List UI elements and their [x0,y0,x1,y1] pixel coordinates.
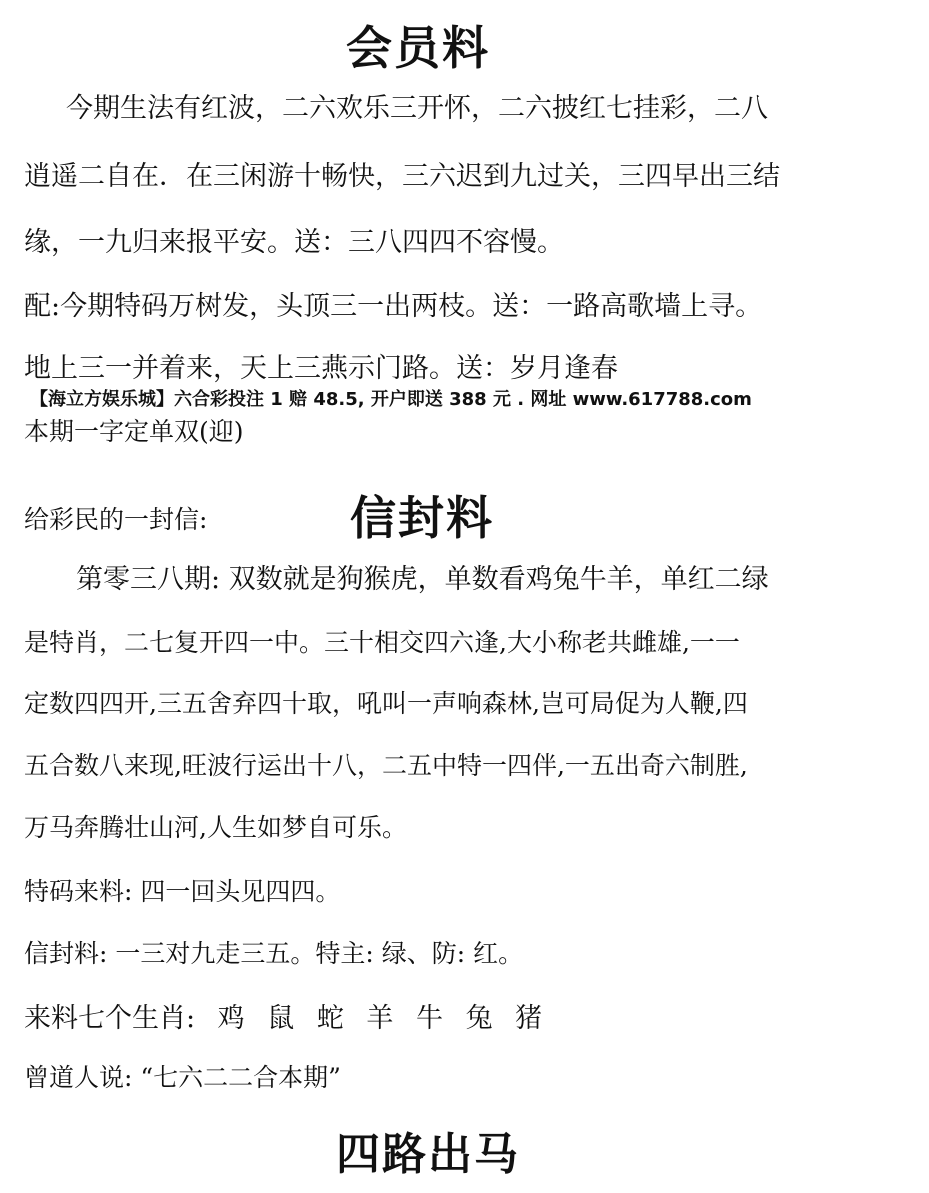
section1-line-3: 缘，一九归来报平安。送：三八四四不容慢。 [24,227,564,258]
special-code-line: 特码来料: 四一回头见四四。 [24,877,341,906]
section1-title: 会员料 [346,21,490,75]
section2-line-2: 是特肖，二七复开四一中。三十相交四六逢,大小称老共雌雄,一一 [24,628,740,657]
letter-intro: 给彩民的一封信: [24,505,208,534]
section1-line-5: 地上三一并着来，天上三燕示门路。送：岁月逢春 [24,353,618,384]
section2-line-3: 定数四四开,三五舍弃四十取，吼叫一声响森林,岂可局促为人鞭,四 [24,689,748,718]
section2-line-1: 第零三八期: 双数就是狗猴虎，单数看鸡兔牛羊，单红二绿 [76,564,769,595]
envelope-line: 信封料: 一三对九走三五。特主: 绿、防: 红。 [24,939,524,968]
section1-line-4: 配:今期特码万树发，头顶三一出两枝。送：一路高歌墙上寻。 [24,291,763,322]
section2-line-5: 万马奔腾壮山河,人生如梦自可乐。 [24,813,407,842]
ad-banner: 【海立方娱乐城】六合彩投注 1 赔 48.5, 开户即送 388 元 . 网址 www.617788.com [30,389,752,410]
section2-title: 信封料 [350,491,494,545]
zodiac-line: 来料七个生肖: 鸡 鼠 蛇 羊 牛 兔 猪 [24,1003,543,1034]
section1-line-2: 逍遥二自在．在三闲游十畅快，三六迟到九过关，三四早出三结 [24,161,780,192]
single-double-note: 本期一字定单双(迎) [24,417,244,446]
section3-title: 四路出马 [336,1129,520,1180]
section2-line-4: 五合数八来现,旺波行运出十八，二五中特一四伴,一五出奇六制胜, [24,751,748,780]
section1-line-1: 今期生法有红波，二六欢乐三开怀，二六披红七挂彩，二八 [66,93,768,124]
zeng-daoren-line: 曾道人说: “七六二二合本期” [24,1063,341,1092]
